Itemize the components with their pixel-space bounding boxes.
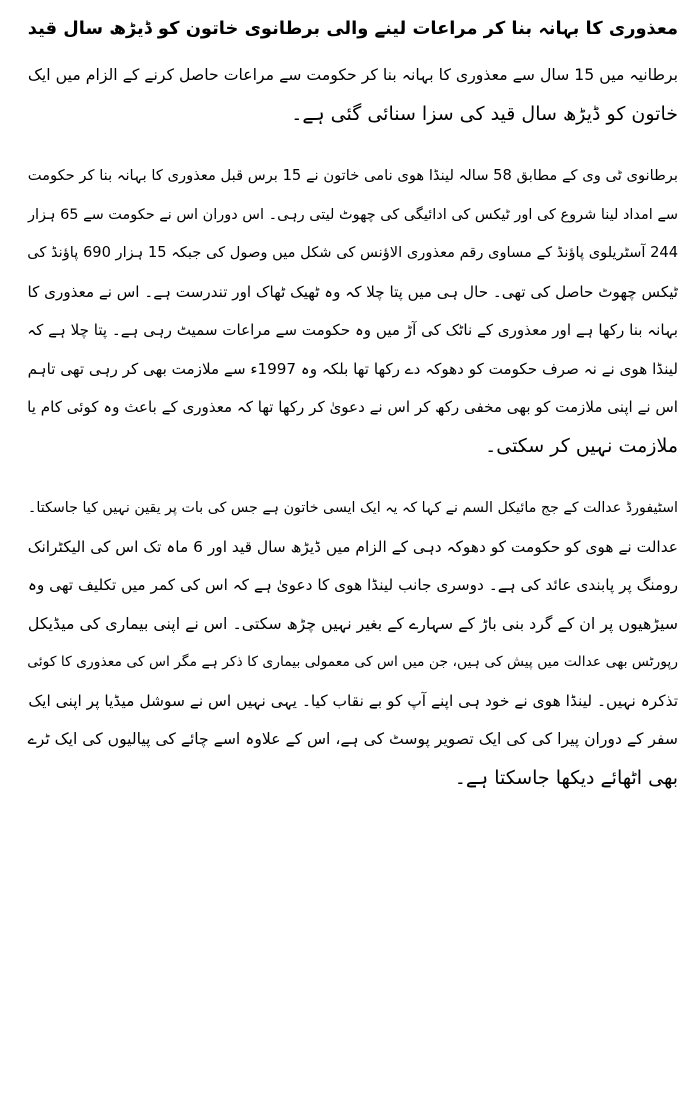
article-paragraph-2 <box>14 157 678 465</box>
paragraph-line: عدالت نے ھوی کو حکومت کو دھوکہ دہی کے الزام میں ڈیڑھ سال قید اور 6 ماہ تک اس کی الیکٹرانک <box>27 537 678 556</box>
paragraph-line: برطانیہ میں 15 سال سے معذوری کا بہانہ بنا کر حکومت سے مراعات حاصل کرنے کے الزام میں ایک <box>27 65 678 84</box>
paragraph-line: ملازمت نہیں کر سکتی۔ <box>485 434 678 457</box>
paragraph-line: خاتون کو ڈیڑھ سال قید کی سزا سنائی گئی ہے۔ <box>291 102 678 125</box>
paragraph-line: سیڑھیوں پر ان کے گرد بنی باڑ کے سہارے کے بغیر نہیں چڑھ سکتی۔ اس نے اپنی بیماری کی میڈیکل <box>27 613 678 633</box>
paragraph-line: رومنگ پر پابندی عائد کی ہے۔ دوسری جانب لینڈا ھوی کا دعویٰ ہے کہ اس کی کمر میں تکلیف تھی وہ <box>27 576 678 594</box>
paragraph-line: 244 آسٹریلوی پاؤنڈ کے مساوی رقم معذوری الاؤنس کی شکل میں وصول کی جبکہ 15 ہزار 690 پاؤنڈ کی <box>27 244 678 261</box>
paragraph-line: سفر کے دوران پیرا کی کی ایک تصویر پوسٹ کی ہے، اس کے علاوہ اسے چائے کی پیالیوں کی ایک ٹرے <box>27 730 678 748</box>
paragraph-line: تذکرہ نہیں۔ لینڈا ھوی نے خود ہی اپنے آپ کو بے نقاب کیا۔ یہی نہیں اس نے سوشل میڈیا پر اپنی ایک <box>28 691 678 710</box>
paragraph-spacer <box>14 133 678 157</box>
article-paragraph-1 <box>14 56 678 133</box>
paragraph-line: بہانہ بنا رکھا ہے اور معذوری کے ناٹک کی آڑ میں وہ حکومت سے مراعات سمیٹ رہی ہے۔ پتا چلا ہے کہ <box>27 321 678 339</box>
paragraph-line: رپورٹس بھی عدالت میں پیش کی ہیں، جن میں اس کی معمولی بیماری کا ذکر ہے مگر اس کی معذوری کا کوئی <box>27 654 678 670</box>
paragraph-line: اس نے اپنی ملازمت کو بھی مخفی رکھ کر اس نے دعویٰ کر رکھا تھا کہ معذوری کے باعث وہ کوئی کام یا <box>27 398 678 416</box>
paragraph-spacer <box>14 465 678 489</box>
paragraph-line: بھی اٹھائے دیکھا جاسکتا ہے۔ <box>454 766 678 789</box>
paragraph-line: لینڈا ھوی نے نہ صرف حکومت کو دھوکہ دے رکھا تھا بلکہ وہ 1997ء سے ملازمت بھی کر رہی تھی تاہم <box>27 359 678 378</box>
article-title: معذوری کا بہانہ بنا کر مراعات لینے والی برطانوی خاتون کو ڈیڑھ سال قید <box>27 18 678 39</box>
article-paragraph-3 <box>14 489 678 797</box>
paragraph-line: برطانوی ٹی وی کے مطابق 58 سالہ لینڈا ھوی نامی خاتون نے 15 برس قبل معذوری کا بہانہ بنا کر حکومت <box>27 167 678 184</box>
paragraph-line: اسٹیفورڈ عدالت کے جج مائیکل السم نے کہا کہ یہ ایک ایسی خاتون ہے جس کی بات پر یقین نہیں کیا جاسکتا۔ <box>28 500 678 516</box>
paragraph-line: سے امداد لینا شروع کی اور ٹیکس کی ادائیگی کی چھوٹ لیتی رہی۔ اس دوران اس نے حکومت سے 65 ہزار <box>28 206 678 223</box>
paragraph-line: ٹیکس چھوٹ حاصل کی تھی۔ حال ہی میں پتا چلا کہ وہ ٹھیک ٹھاک اور تندرست ہے۔ اس نے معذوری کا <box>27 282 678 301</box>
